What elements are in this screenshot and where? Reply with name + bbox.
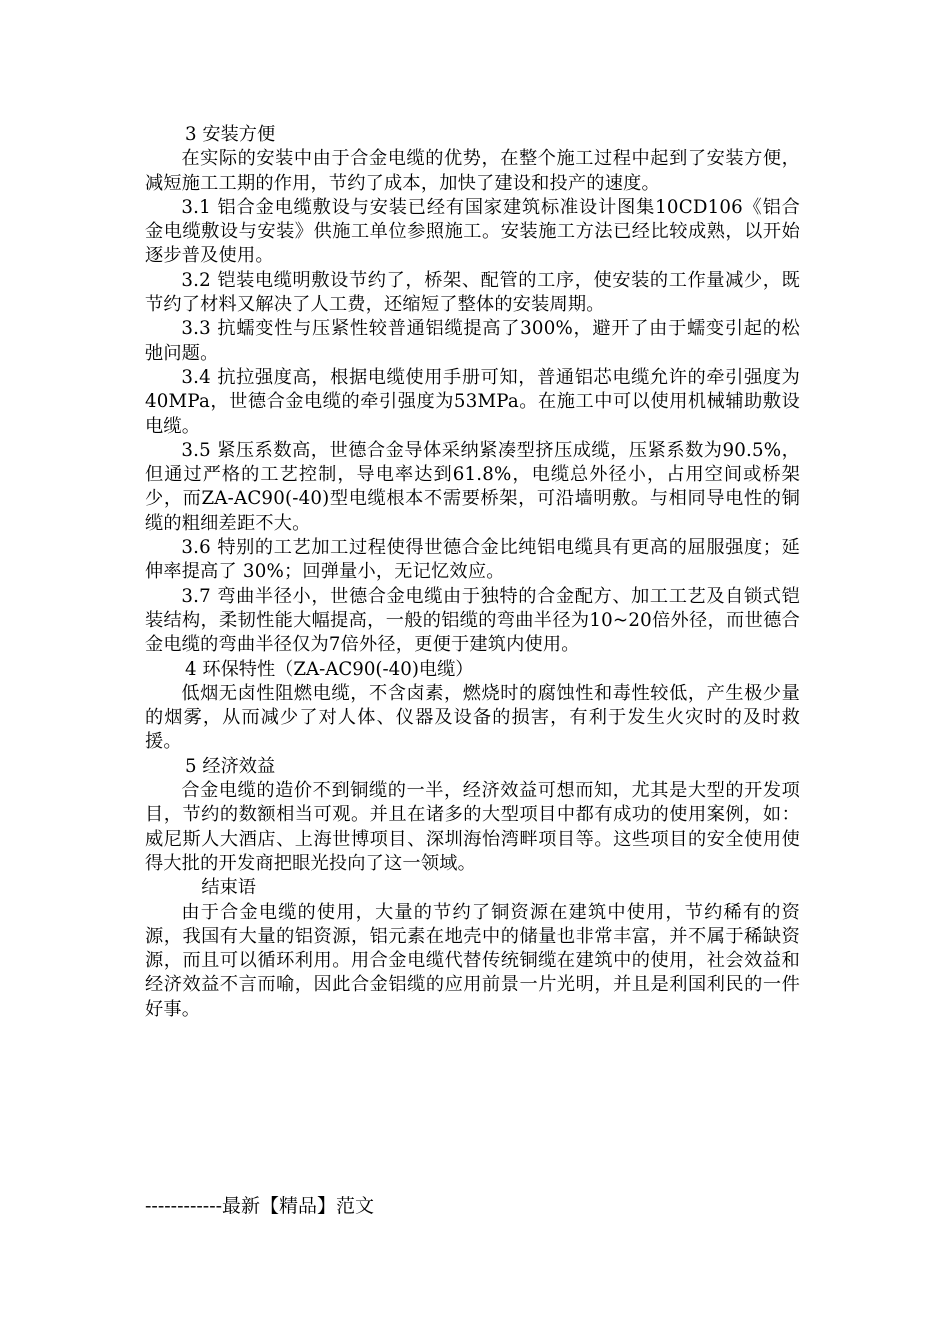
section-heading-conclusion: 结束语 (201, 877, 256, 899)
paragraph-environmental: 低烟无卤性阻燃电缆，不含卤素，燃烧时的腐蚀性和毒性较低，产生极少量的烟雾，从而减少了对人体、仪器及设备的损害，有利于发生火灾时的及时救援。 (145, 682, 800, 753)
paragraph-economic: 合金电缆的造价不到铜缆的一半，经济效益可想而知，尤其是大型的开发项目，节约的数额相当可观。并且在诸多的大型项目中都有成功的使用案例，如：威尼斯人大酒店、上海世博项目、深圳海怡湾畔项目等。这些项目的安全使用使得大批的开发商把眼光投向了这一领域。 (145, 780, 800, 874)
paragraph-3-1: 3.1 铝合金电缆敷设与安装已经有国家建筑标准设计图集10CD106《铝合金电缆敷设与安装》供施工单位参照施工。安装施工方法已经比较成熟，以开始逐步普及使用。 (145, 196, 800, 267)
paragraph-3-7: 3.7 弯曲半径小，世德合金电缆由于独特的合金配方、加工工艺及自锁式铠装结构，柔韧性能大幅提高，一般的铝缆的弯曲半径为10~20倍外径，而世德合金电缆的弯曲半径仅为7倍外径，更便于建筑内使用。 (145, 585, 800, 656)
paragraph-3-6: 3.6 特别的工艺加工过程使得世德合金比纯铝电缆具有更高的屈服强度；延伸率提高了 30%；回弹量小，无记忆效应。 (145, 537, 800, 583)
paragraph-3-4: 3.4 抗拉强度高，根据电缆使用手册可知，普通铝芯电缆允许的牵引强度为40MPa，世德合金电缆的牵引强度为53MPa。在施工中可以使用机械辅助敷设电缆。 (145, 366, 800, 437)
section-heading-economic: 5 经济效益 (185, 755, 276, 777)
document-body (145, 123, 800, 1022)
page-footer: ------------最新【精品】范文 (145, 1195, 375, 1217)
paragraph-conclusion: 由于合金电缆的使用，大量的节约了铜资源在建筑中使用，节约稀有的资源，我国有大量的铝资源，铝元素在地壳中的储量也非常丰富，并不属于稀缺资源，而且可以循环利用。用合金电缆代替传统铜缆在建筑中的使用，社会效益和经济效益不言而喻，因此合金铝缆的应用前景一片光明，并且是利国利民的一件好事。 (145, 901, 800, 1020)
paragraph-3-5: 3.5 紧压系数高，世德合金导体采纳紧凑型挤压成缆，压紧系数为90.5%，但通过严格的工艺控制，导电率达到61.8%，电缆总外径小，占用空间或桥架少，而ZA-AC90(-40)型电缆根本不需要桥架，可沿墙明敷。与相同导电性的铜缆的粗细差距不大。 (145, 439, 800, 534)
section-heading-installation: 3 安装方便 (185, 124, 276, 145)
paragraph-3-3: 3.3 抗蠕变性与压紧性较普通铝缆提高了300%，避开了由于蠕变引起的松弛问题。 (145, 318, 800, 364)
paragraph-3-2: 3.2 铠装电缆明敷设节约了，桥架、配管的工序，使安装的工作量减少，既节约了材料又解决了人工费，还缩短了整体的安装周期。 (145, 269, 800, 316)
paragraph-installation-intro: 在实际的安装中由于合金电缆的优势，在整个施工过程中起到了安装方便，减短施工工期的作用，节约了成本，加快了建设和投产的速度。 (145, 148, 800, 194)
section-heading-environmental: 4 环保特性（ZA-AC90(-40)电缆） (185, 658, 474, 680)
